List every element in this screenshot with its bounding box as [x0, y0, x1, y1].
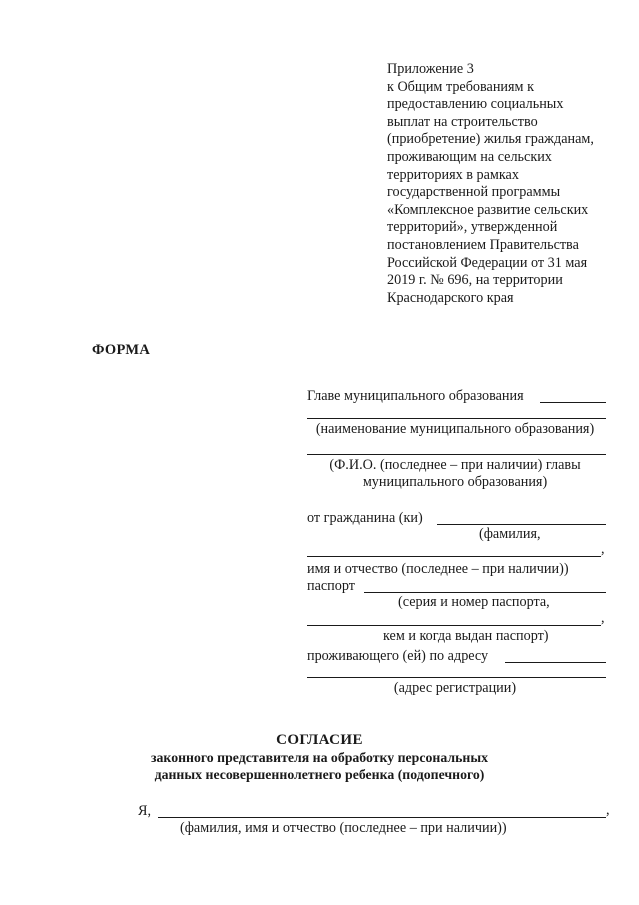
passport-field[interactable] — [364, 592, 606, 593]
representative-fio-field[interactable] — [158, 817, 606, 818]
issued-caption: кем и когда выдан паспорт) — [383, 628, 549, 644]
passport-issued-comma: , — [601, 610, 605, 626]
consent-title: СОГЛАСИЕ — [276, 732, 363, 748]
address-field-1[interactable] — [505, 662, 606, 663]
appendix-line: к Общим требованиям к — [387, 78, 534, 95]
fio-caption-2: муниципального образования) — [362, 474, 548, 490]
head-fio-field[interactable] — [307, 454, 606, 455]
consent-subtitle-1: законного представителя на обработку персональных — [150, 750, 488, 765]
appendix-line: государственной программы — [387, 184, 561, 201]
surname-caption: (фамилия, — [479, 526, 541, 542]
appendix-line: предоставлению социальных — [387, 96, 564, 113]
appendix-line: 2019 г. № 696, на территории — [387, 272, 563, 289]
passport-caption: (серия и номер паспорта, — [398, 594, 550, 610]
appendix-line: постановлением Правительства — [387, 236, 579, 253]
head-name-field[interactable] — [540, 402, 606, 403]
municipality-caption: (наименование муниципального образования) — [315, 421, 595, 437]
form-label: ФОРМА — [92, 342, 151, 358]
representative-fio-caption: (фамилия, имя и отчество (последнее – при наличии)) — [180, 820, 507, 836]
appendix-line: Российской Федерации от 31 мая — [387, 254, 588, 271]
residing-label: проживающего (ей) по адресу — [307, 648, 489, 664]
fio-caption-1: (Ф.И.О. (последнее – при наличии) главы — [329, 457, 581, 473]
head-label: Главе муниципального образования — [307, 388, 524, 404]
appendix-header — [387, 61, 627, 307]
appendix-line: территорий», утвержденной — [387, 219, 558, 236]
representative-fio-comma: , — [606, 802, 610, 818]
name-caption: имя и отчество (последнее – при наличии)) — [307, 561, 569, 577]
address-caption: (адрес регистрации) — [393, 680, 517, 696]
appendix-line: «Комплексное развитие сельских — [387, 201, 589, 218]
appendix-line: выплат на строительство — [387, 113, 538, 130]
passport-label: паспорт — [307, 578, 355, 594]
surname-field[interactable] — [437, 524, 606, 525]
consent-subtitle-2: данных несовершеннолетнего ребенка (подопечного) — [154, 767, 485, 782]
municipality-field[interactable] — [307, 418, 606, 419]
appendix-line: территориях в рамках — [387, 166, 519, 183]
name-field[interactable] — [307, 556, 601, 557]
i-label: Я, — [138, 803, 152, 819]
appendix-line: (приобретение) жилья гражданам, — [387, 131, 594, 148]
address-field-2[interactable] — [307, 677, 606, 678]
appendix-line: Приложение 3 — [387, 61, 474, 77]
appendix-line: проживающим на сельских — [387, 148, 552, 165]
from-label: от гражданина (ки) — [307, 510, 423, 526]
appendix-line: Краснодарского края — [387, 289, 514, 306]
passport-issued-field[interactable] — [307, 625, 601, 626]
name-field-comma: , — [601, 541, 605, 557]
